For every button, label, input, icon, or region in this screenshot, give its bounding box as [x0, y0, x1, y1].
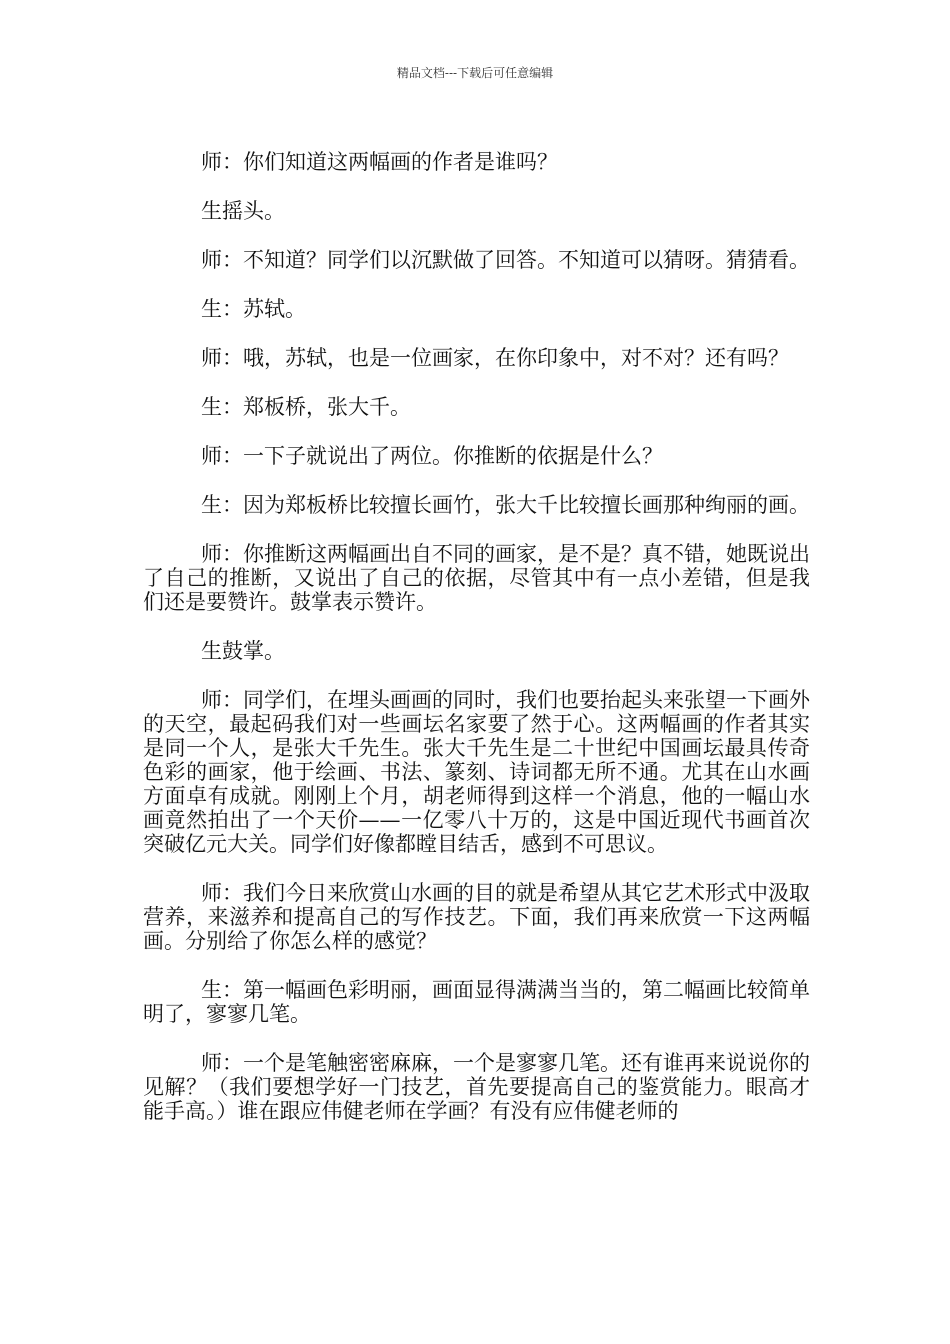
dialogue-paragraph: 师：你推断这两幅画出自不同的画家，是不是？真不错，她既说出了自己的推断，又说出了自己的依据，尽管其中有一点小差错，但是我们还是要赞许。鼓掌表示赞许。	[143, 542, 810, 614]
dialogue-paragraph: 生：第一幅画色彩明丽，画面显得满满当当的，第二幅画比较简单明了，寥寥几笔。	[143, 978, 810, 1026]
dialogue-paragraph: 生：郑板桥，张大千。	[201, 395, 411, 419]
dialogue-paragraph: 师：你们知道这两幅画的作者是谁吗？	[201, 150, 558, 174]
dialogue-paragraph: 师：我们今日来欣赏山水画的目的就是希望从其它艺术形式中汲取营养，来滋养和提高自己的写作技艺。下面，我们再来欣赏一下这两幅画。分别给了你怎么样的感觉？	[143, 881, 810, 953]
dialogue-paragraph: 师：同学们，在埋头画画的同时，我们也要抬起头来张望一下画外的天空，最起码我们对一些画坛名家要了然于心。这两幅画的作者其实是同一个人，是张大千先生。张大千先生是二十世纪中国画坛最具传奇色彩的画家，他于绘画、书法、篆刻、诗词都无所不通。尤其在山水画方面卓有成就。刚刚上个月，胡老师得到这样一个消息，他的一幅山水画竟然拍出了一个天价——一亿零八十万的，这是中国近现代书画首次突破亿元大关。同学们好像都瞠目结舌，感到不可思议。	[143, 688, 810, 856]
dialogue-paragraph: 生摇头。	[201, 199, 285, 223]
page-header: 精品文档---下载后可任意编辑	[396, 66, 554, 80]
dialogue-paragraph: 师：一下子就说出了两位。你推断的依据是什么？	[201, 444, 663, 468]
document-body	[143, 150, 810, 1148]
dialogue-paragraph: 师：一个是笔触密密麻麻，一个是寥寥几笔。还有谁再来说说你的见解？（我们要想学好一门技艺，首先要提高自己的鉴赏能力。眼高才能手高。）谁在跟应伟健老师在学画？有没有应伟健老师的	[143, 1051, 810, 1123]
dialogue-paragraph: 师：哦，苏轼，也是一位画家，在你印象中，对不对？还有吗？	[201, 346, 789, 370]
dialogue-paragraph: 生鼓掌。	[201, 639, 285, 663]
dialogue-paragraph: 生：苏轼。	[201, 297, 306, 321]
dialogue-paragraph: 师：不知道？同学们以沉默做了回答。不知道可以猜呀。猜猜看。	[201, 248, 810, 272]
dialogue-paragraph: 生：因为郑板桥比较擅长画竹，张大千比较擅长画那种绚丽的画。	[201, 493, 810, 517]
